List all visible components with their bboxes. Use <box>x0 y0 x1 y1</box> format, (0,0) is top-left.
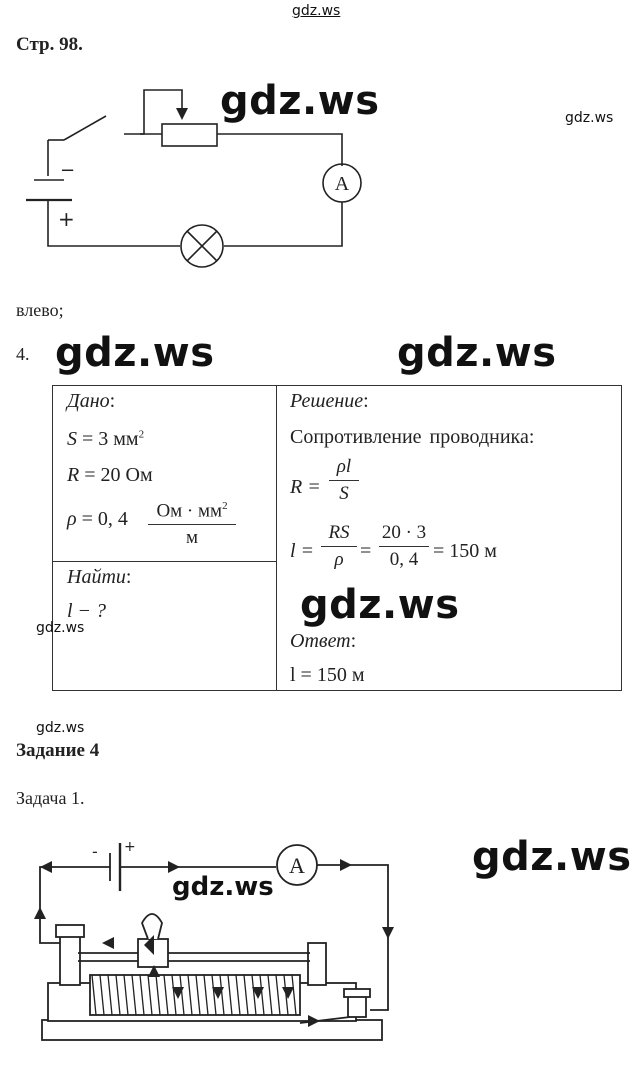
find-title-colon: : <box>125 566 132 588</box>
watermark-6: gdz.ws <box>172 872 274 902</box>
table-divider-horizontal <box>53 561 276 562</box>
watermark-5: gdz.ws <box>472 834 632 880</box>
formula1-num: ρl <box>336 456 352 477</box>
watermark-2: gdz.ws <box>55 330 215 376</box>
page-header: Стр. 98. <box>16 34 83 55</box>
answer-title <box>290 630 356 653</box>
solution-title-colon: : <box>363 390 369 412</box>
given-S-exponent: 2 <box>138 428 145 441</box>
battery-minus-label: − <box>60 160 76 181</box>
formula2-lhs: l = <box>290 540 315 562</box>
section-title: Задание 4 <box>16 740 100 761</box>
answer-title-colon: : <box>350 630 357 652</box>
answer-value: l = 150 м <box>290 664 365 686</box>
given-S-value: = 3 мм <box>82 428 139 450</box>
formula2-den1: ρ <box>334 549 344 570</box>
solution-table <box>52 385 622 691</box>
given-S-symbol: S <box>67 428 77 450</box>
formula2-num2: 20 · 3 <box>381 522 427 543</box>
answer-title-text: Ответ <box>290 630 351 652</box>
formula2-eq: = <box>360 540 372 562</box>
given-title-text: Дано <box>67 390 110 412</box>
formula2-result: = 150 м <box>433 540 497 562</box>
ammeter2-label: A <box>289 853 305 878</box>
solution-title-text: Решение <box>290 390 364 412</box>
circuit-diagram-2 <box>30 835 400 1070</box>
formula2-fraction1 <box>321 522 357 571</box>
watermark-small-1: gdz.ws <box>565 110 614 126</box>
given-S <box>67 428 144 451</box>
watermark-small-3: gdz.ws <box>36 720 85 736</box>
find-title-text: Найти <box>67 566 126 588</box>
given-rho <box>67 508 128 531</box>
formula2-fraction2 <box>379 522 429 571</box>
given-title-colon: : <box>109 390 116 412</box>
solution-title <box>290 390 369 413</box>
formula1-fraction <box>329 456 359 505</box>
watermark-1: gdz.ws <box>220 78 380 124</box>
find-title <box>67 566 131 589</box>
watermark-4: gdz.ws <box>300 582 460 628</box>
battery2-minus-label: - <box>92 842 98 861</box>
answer-direction: влево; <box>16 300 64 320</box>
find-value: l − ? <box>67 600 107 622</box>
given-rho-value: = 0, 4 <box>81 508 128 530</box>
formula2-num1: RS <box>328 522 350 543</box>
watermark-top[interactable]: gdz.ws <box>292 3 341 19</box>
watermark-3: gdz.ws <box>397 330 557 376</box>
given-title <box>67 390 115 413</box>
table-divider-vertical <box>276 386 277 690</box>
task-label: Задача 1. <box>16 788 85 808</box>
formula2-den2: 0, 4 <box>389 549 419 570</box>
item-number: 4. <box>16 344 30 364</box>
solution-text: Сопротивление проводника: <box>290 426 535 448</box>
formula1-den: S <box>339 483 349 504</box>
given-R-symbol: R <box>67 464 80 486</box>
battery2-plus-label: + <box>124 839 136 855</box>
given-R-value: = 20 Ом <box>84 464 153 486</box>
given-rho-unit-den: м <box>185 527 199 549</box>
battery-plus-label: + <box>58 207 75 231</box>
formula1-lhs: R = <box>290 476 321 498</box>
given-R <box>67 464 153 487</box>
given-rho-unit-num: Ом · $мм^2$ <box>156 500 228 522</box>
given-rho-unit <box>148 500 236 549</box>
given-rho-symbol: ρ <box>67 508 77 530</box>
ammeter-label: A <box>334 173 350 195</box>
watermark-small-2: gdz.ws <box>36 620 85 636</box>
